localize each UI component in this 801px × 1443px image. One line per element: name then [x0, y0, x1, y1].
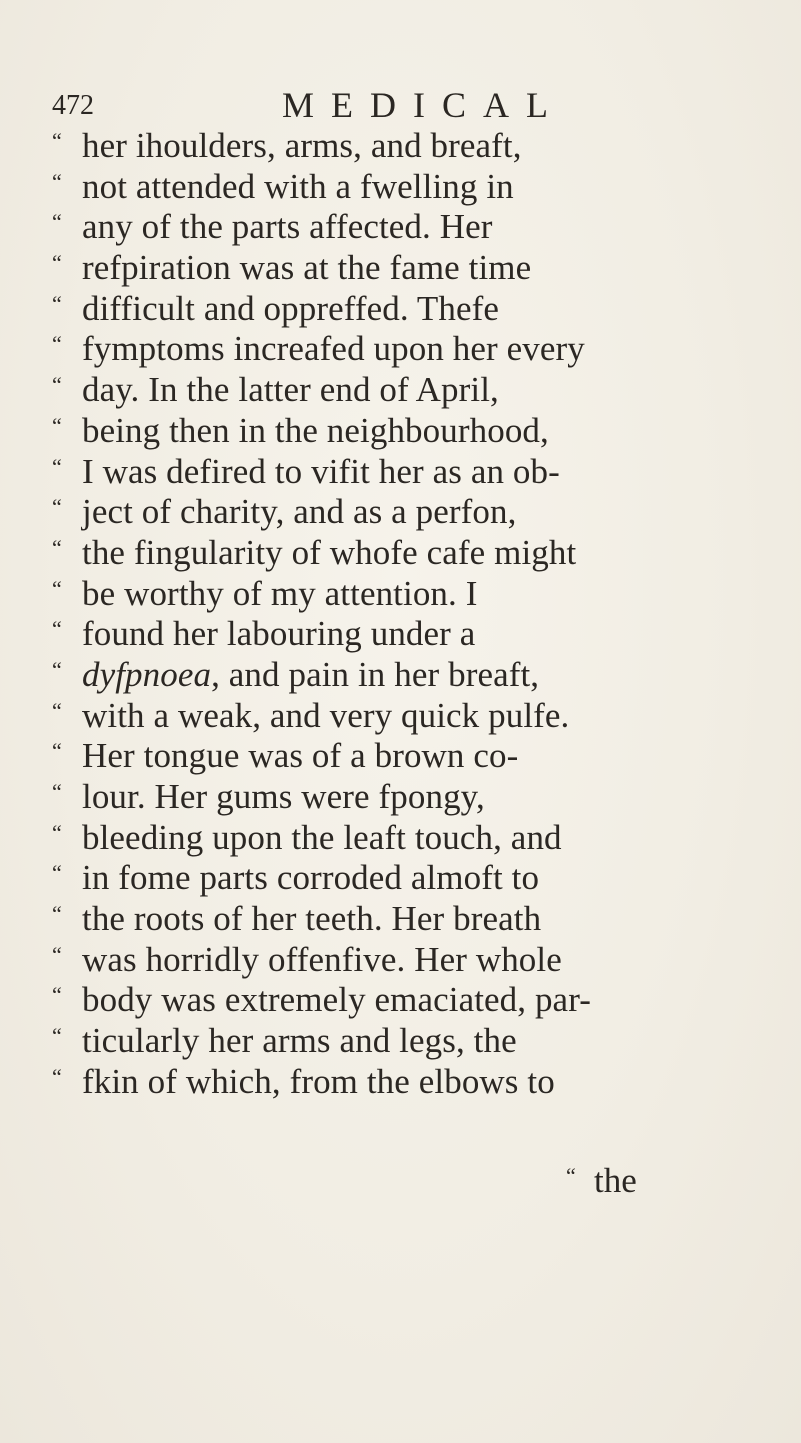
quote-mark: “ — [52, 412, 62, 438]
text-line — [52, 777, 792, 818]
text-line — [52, 452, 792, 493]
line-text: in fome parts corroded almoft to — [82, 858, 540, 898]
text-line — [52, 248, 792, 289]
text-line — [52, 329, 792, 370]
text-line — [52, 1062, 792, 1103]
quote-mark: “ — [52, 1023, 62, 1049]
text-line — [52, 167, 792, 208]
text-line — [52, 207, 792, 248]
quote-mark: “ — [52, 616, 62, 642]
body-text — [52, 126, 792, 1103]
text-line — [52, 696, 792, 737]
quote-mark: “ — [52, 372, 62, 398]
quote-mark: “ — [52, 575, 62, 601]
line-text: not attended with a fwelling in — [82, 166, 514, 206]
text-line — [52, 899, 792, 940]
quote-mark: “ — [52, 331, 62, 357]
line-text: fymptoms increafed upon her every — [82, 329, 585, 369]
quote-mark: “ — [52, 534, 62, 560]
quote-mark: “ — [52, 860, 62, 886]
text-line — [52, 818, 792, 859]
quote-mark: “ — [52, 494, 62, 520]
text-line — [52, 289, 792, 330]
quote-mark: “ — [52, 779, 62, 804]
line-text: be worthy of my attention. I — [82, 573, 478, 613]
text-line — [52, 126, 792, 167]
line-text: , and pain in her breaft, — [211, 654, 540, 694]
line-text: ject of charity, and as a perfon, — [82, 492, 517, 532]
quote-mark: “ — [566, 1163, 576, 1188]
italic-term: dyfpnoea — [82, 654, 212, 694]
line-text: her ihoulders, arms, and breaft, — [82, 126, 522, 165]
line-text: with a weak, and very quick pulfe. — [82, 695, 570, 735]
line-text: lour. Her gums were fpongy, — [82, 777, 485, 816]
line-text: I was defired to vifit her as an ob- — [82, 451, 560, 491]
line-text: was horridly offenfive. Her whole — [82, 939, 562, 979]
text-line — [52, 858, 792, 899]
quote-mark: “ — [52, 250, 62, 276]
text-line — [52, 980, 792, 1021]
line-text: fkin of which, from the elbows to — [82, 1061, 555, 1101]
text-line — [52, 370, 792, 411]
line-text: bleeding upon the leaft touch, and — [82, 817, 562, 857]
text-line — [52, 736, 792, 777]
text-line — [52, 940, 792, 981]
page-number: 472 — [52, 90, 94, 121]
line-text: Her tongue was of a brown co- — [82, 736, 519, 776]
line-text: refpiration was at the fame time — [82, 248, 532, 288]
text-line — [52, 411, 792, 452]
text-line — [52, 574, 792, 615]
quote-mark: “ — [52, 819, 62, 845]
quote-mark: “ — [52, 209, 62, 235]
quote-mark: “ — [52, 656, 62, 682]
text-line — [52, 1021, 792, 1062]
quote-mark: “ — [52, 453, 62, 479]
line-text: difficult and oppreffed. Thefe — [82, 288, 500, 328]
quote-mark: “ — [52, 941, 62, 967]
text-line — [52, 492, 792, 533]
quote-mark: “ — [52, 128, 62, 153]
text-line — [52, 655, 792, 696]
quote-mark: “ — [52, 290, 62, 316]
line-text: body was extremely emaciated, par- — [82, 980, 592, 1020]
quote-mark: “ — [52, 1063, 62, 1089]
line-text: ticularly her arms and legs, the — [82, 1021, 517, 1061]
quote-mark: “ — [52, 901, 62, 927]
running-head: MEDICAL — [282, 85, 565, 125]
quote-mark: “ — [52, 697, 62, 723]
line-text: the fingularity of whofe cafe might — [82, 532, 577, 572]
text-line — [52, 533, 792, 574]
catchword-text: the — [594, 1161, 637, 1200]
line-text: day. In the latter end of April, — [82, 370, 499, 410]
text-line — [52, 614, 792, 655]
catchword — [566, 1161, 637, 1201]
quote-mark: “ — [52, 168, 62, 194]
page-header — [52, 84, 752, 124]
line-text: the roots of her teeth. Her breath — [82, 899, 542, 939]
line-text: being then in the neighbourhood, — [82, 410, 549, 450]
quote-mark: “ — [52, 738, 62, 764]
line-text: found her labouring under a — [82, 614, 476, 654]
quote-mark: “ — [52, 982, 62, 1008]
line-text: any of the parts affected. Her — [82, 207, 493, 247]
